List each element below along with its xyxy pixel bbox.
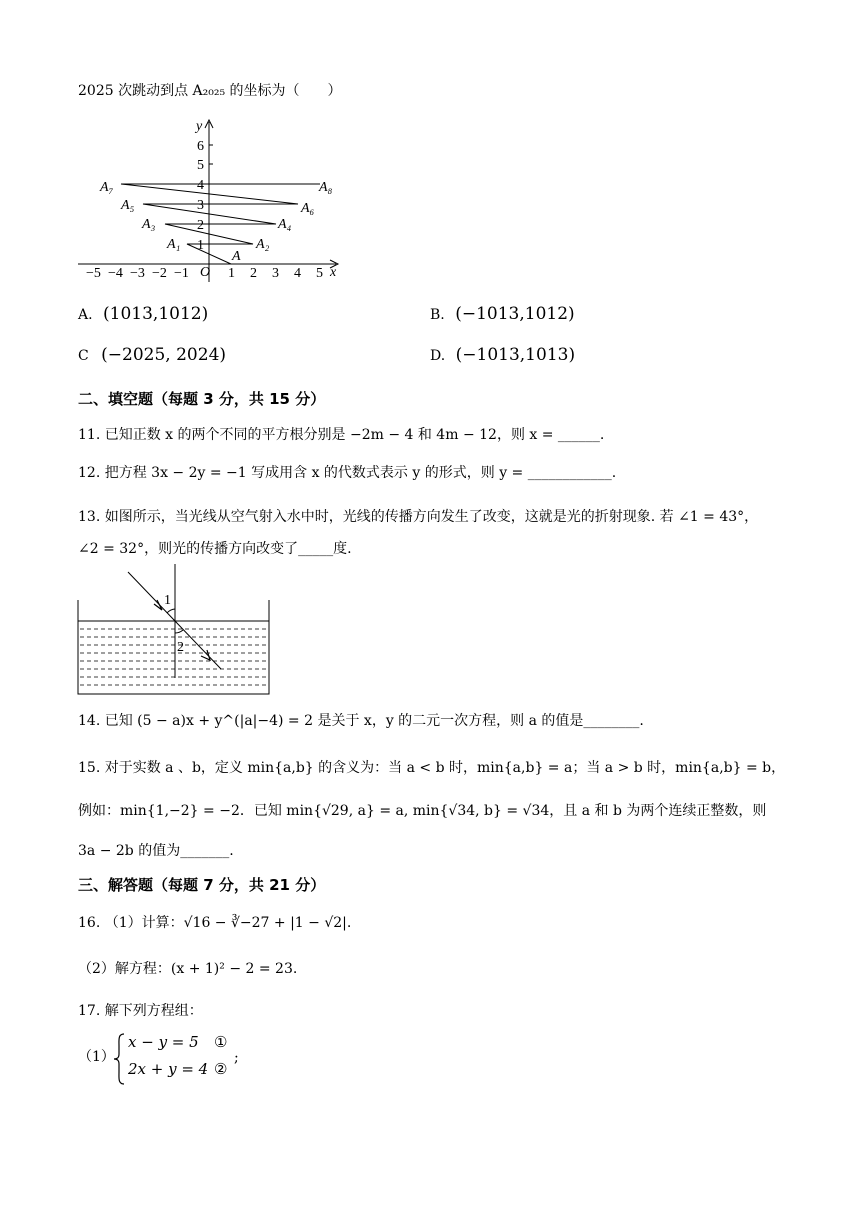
svg-text:2: 2 [197,218,204,233]
svg-text:6: 6 [197,139,204,154]
svg-text:A₇: A₇ [100,180,114,195]
system-brace [112,1032,126,1086]
svg-text:4: 4 [197,178,204,193]
equation-2-mark: ② [214,1060,228,1078]
question-17-part1-label: （1） [78,1049,115,1065]
svg-text:A₁: A₁ [167,237,181,252]
question-11: 11. 已知正数 x 的两个不同的平方根分别是 −2m − 4 和 4m − 12，则 x = ______. [78,427,605,443]
angle-1-label: 1 [164,593,171,608]
svg-text:−4: −4 [108,266,123,281]
svg-text:−5: −5 [86,266,101,281]
option-d: D. (−1013,1013) [430,345,576,365]
option-c: C (−2025, 2024) [78,345,227,365]
svg-text:A: A [232,249,241,264]
svg-text:−1: −1 [174,266,189,281]
zigzag-coordinate-figure [74,114,354,284]
svg-text:1: 1 [228,266,235,281]
section-3-title: 三、解答题（每题 7 分，共 21 分） [78,876,326,894]
svg-text:A₈: A₈ [319,180,333,195]
svg-text:4: 4 [294,266,301,281]
option-b: B. (−1013,1012) [430,304,575,324]
question-15-line1: 15. 对于实数 a 、b，定义 min{a,b} 的含义为：当 a < b 时，min{a,b} = a；当 a > b 时，min{a,b} = b， [78,760,786,776]
section-2-title: 二、填空题（每题 3 分，共 15 分） [78,390,326,408]
svg-text:A₃: A₃ [142,217,156,232]
svg-text:A₄: A₄ [278,217,292,232]
angle-2-label: 2 [177,640,184,655]
system-equation-2: 2x + y = 4 [128,1060,209,1078]
q10-stem: 2025 次跳动到点 A₂₀₂₅ 的坐标为（ ） [78,83,342,99]
svg-text:5: 5 [197,158,204,173]
question-14: 14. 已知 (5 − a)x + y^(|a|−4) = 2 是关于 x，y 的二元一次方程，则 a 的值是________. [78,713,644,729]
svg-text:3: 3 [197,198,204,213]
svg-text:3: 3 [272,266,279,281]
origin-label: O [200,265,211,280]
equation-1-mark: ① [214,1033,228,1051]
svg-text:2: 2 [250,266,257,281]
option-a: A. (1013,1012) [78,304,209,324]
svg-text:−3: −3 [130,266,145,281]
svg-text:5: 5 [316,266,323,281]
svg-text:A₅: A₅ [121,198,135,213]
question-17: 17. 解下列方程组： [78,1003,203,1019]
system-end-punct: ; [234,1050,239,1066]
y-axis-label: y [196,119,203,134]
svg-text:1: 1 [197,238,204,253]
question-15-line3: 3a − 2b 的值为_______. [78,843,234,859]
system-equation-1: x − y = 5 [128,1033,199,1051]
x-axis-label: x [330,265,337,280]
question-15-line2: 例如：min{1,−2} = −2．已知 min{√29, a} = a, min{√34, b} = √34，且 a 和 b 为两个连续正整数，则 [78,803,767,819]
refraction-figure [76,562,272,698]
question-13-line2: ∠2 = 32°，则光的传播方向改变了_____度. [78,541,352,557]
question-13-line1: 13. 如图所示，当光线从空气射入水中时，光线的传播方向发生了改变，这就是光的折射现象. 若 ∠1 = 43°， [78,509,759,525]
question-16-part2: （2）解方程：(x + 1)² − 2 = 23. [78,961,298,977]
question-12: 12. 把方程 3x − 2y = −1 写成用含 x 的代数式表示 y 的形式，则 y = ____________. [78,465,617,481]
question-16-part1: 16. （1）计算：√16 − ∛−27 + |1 − √2|. [78,915,352,931]
svg-text:A₂: A₂ [256,237,270,252]
svg-text:−2: −2 [152,266,167,281]
svg-text:A₆: A₆ [301,201,315,216]
